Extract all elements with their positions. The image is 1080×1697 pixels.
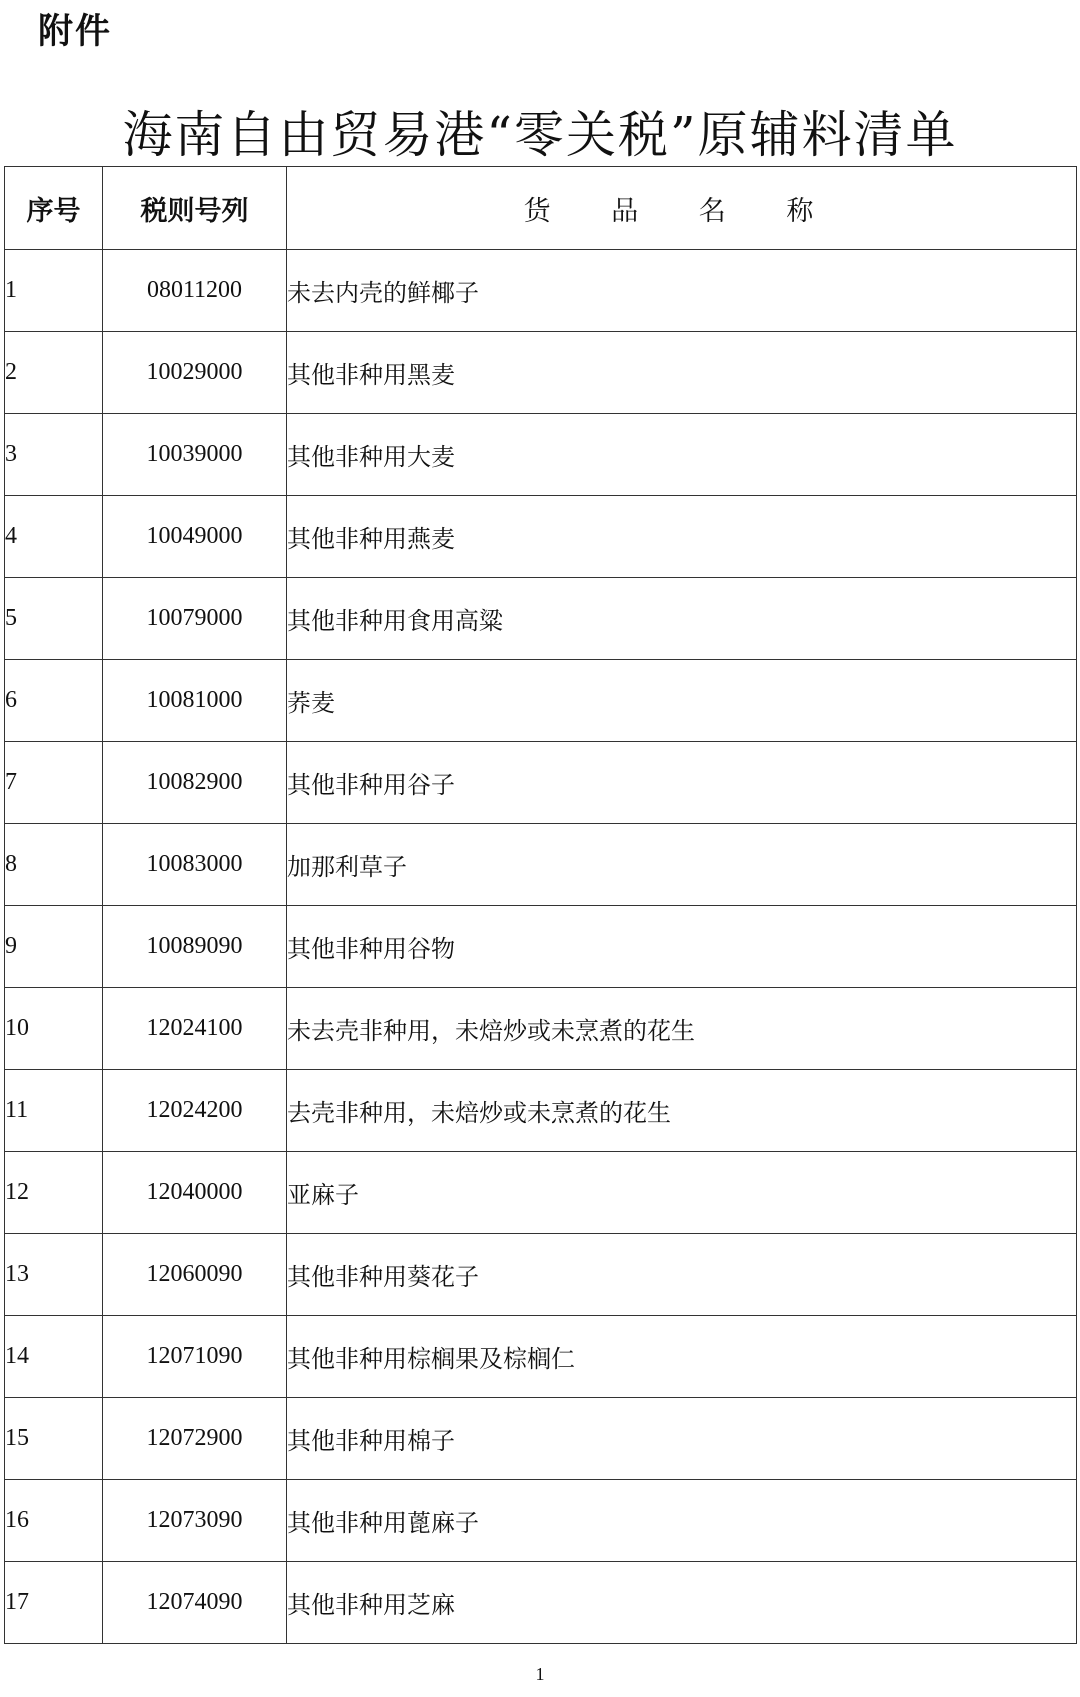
document-title: 海南自由贸易港“零关税”原辅料清单 bbox=[122, 106, 958, 164]
row-code: 10029000 bbox=[103, 332, 287, 414]
table-row bbox=[5, 250, 1077, 332]
row-index: 1 bbox=[5, 250, 103, 332]
row-code: 10049000 bbox=[103, 496, 287, 578]
table-row bbox=[5, 414, 1077, 496]
table-row bbox=[5, 1234, 1077, 1316]
table-row bbox=[5, 660, 1077, 742]
row-index: 7 bbox=[5, 742, 103, 824]
row-code: 12040000 bbox=[103, 1152, 287, 1234]
row-index: 3 bbox=[5, 414, 103, 496]
row-code: 08011200 bbox=[103, 250, 287, 332]
row-code: 12074090 bbox=[103, 1562, 287, 1644]
row-name: 其他非种用大麦 bbox=[287, 414, 1077, 496]
row-code: 10079000 bbox=[103, 578, 287, 660]
row-index: 6 bbox=[5, 660, 103, 742]
row-index: 4 bbox=[5, 496, 103, 578]
row-code: 12073090 bbox=[103, 1480, 287, 1562]
row-index: 14 bbox=[5, 1316, 103, 1398]
row-code: 12024100 bbox=[103, 988, 287, 1070]
header-name: 货 品 名 称 bbox=[287, 167, 1077, 250]
row-name: 其他非种用葵花子 bbox=[287, 1234, 1077, 1316]
row-index: 16 bbox=[5, 1480, 103, 1562]
row-index: 12 bbox=[5, 1152, 103, 1234]
row-name: 其他非种用食用高粱 bbox=[287, 578, 1077, 660]
row-name: 加那利草子 bbox=[287, 824, 1077, 906]
row-code: 10082900 bbox=[103, 742, 287, 824]
row-code: 12071090 bbox=[103, 1316, 287, 1398]
row-name: 未去内壳的鲜椰子 bbox=[287, 250, 1077, 332]
header-code: 税则号列 bbox=[103, 167, 287, 250]
row-code: 10039000 bbox=[103, 414, 287, 496]
row-name: 其他非种用黑麦 bbox=[287, 332, 1077, 414]
page-number: 1 bbox=[535, 1664, 545, 1684]
row-index: 2 bbox=[5, 332, 103, 414]
row-name: 荞麦 bbox=[287, 660, 1077, 742]
row-index: 15 bbox=[5, 1398, 103, 1480]
row-code: 10081000 bbox=[103, 660, 287, 742]
row-name: 其他非种用蓖麻子 bbox=[287, 1480, 1077, 1562]
row-index: 10 bbox=[5, 988, 103, 1070]
table-row bbox=[5, 1070, 1077, 1152]
row-index: 8 bbox=[5, 824, 103, 906]
row-code: 10089090 bbox=[103, 906, 287, 988]
row-code: 12024200 bbox=[103, 1070, 287, 1152]
table-row bbox=[5, 906, 1077, 988]
row-name: 未去壳非种用，未焙炒或未烹煮的花生 bbox=[287, 988, 1077, 1070]
table-row bbox=[5, 578, 1077, 660]
table-body bbox=[5, 250, 1077, 1644]
table-row bbox=[5, 1316, 1077, 1398]
row-index: 13 bbox=[5, 1234, 103, 1316]
row-name: 亚麻子 bbox=[287, 1152, 1077, 1234]
row-code: 12072900 bbox=[103, 1398, 287, 1480]
table-row bbox=[5, 988, 1077, 1070]
table-row bbox=[5, 1480, 1077, 1562]
row-name: 其他非种用谷子 bbox=[287, 742, 1077, 824]
table-row bbox=[5, 1562, 1077, 1644]
row-name: 其他非种用棉子 bbox=[287, 1398, 1077, 1480]
table-row bbox=[5, 1152, 1077, 1234]
table-row bbox=[5, 824, 1077, 906]
header-index: 序号 bbox=[5, 167, 103, 250]
attachment-label: 附件 bbox=[38, 12, 113, 52]
table-row bbox=[5, 332, 1077, 414]
row-index: 9 bbox=[5, 906, 103, 988]
row-name: 其他非种用谷物 bbox=[287, 906, 1077, 988]
material-list-table bbox=[4, 166, 1077, 1644]
row-name: 其他非种用棕榈果及棕榈仁 bbox=[287, 1316, 1077, 1398]
row-name: 去壳非种用，未焙炒或未烹煮的花生 bbox=[287, 1070, 1077, 1152]
table-row bbox=[5, 1398, 1077, 1480]
table-header-row bbox=[5, 167, 1077, 250]
row-index: 11 bbox=[5, 1070, 103, 1152]
row-index: 5 bbox=[5, 578, 103, 660]
table-row bbox=[5, 496, 1077, 578]
row-name: 其他非种用芝麻 bbox=[287, 1562, 1077, 1644]
row-code: 10083000 bbox=[103, 824, 287, 906]
row-code: 12060090 bbox=[103, 1234, 287, 1316]
row-index: 17 bbox=[5, 1562, 103, 1644]
row-name: 其他非种用燕麦 bbox=[287, 496, 1077, 578]
table-row bbox=[5, 742, 1077, 824]
